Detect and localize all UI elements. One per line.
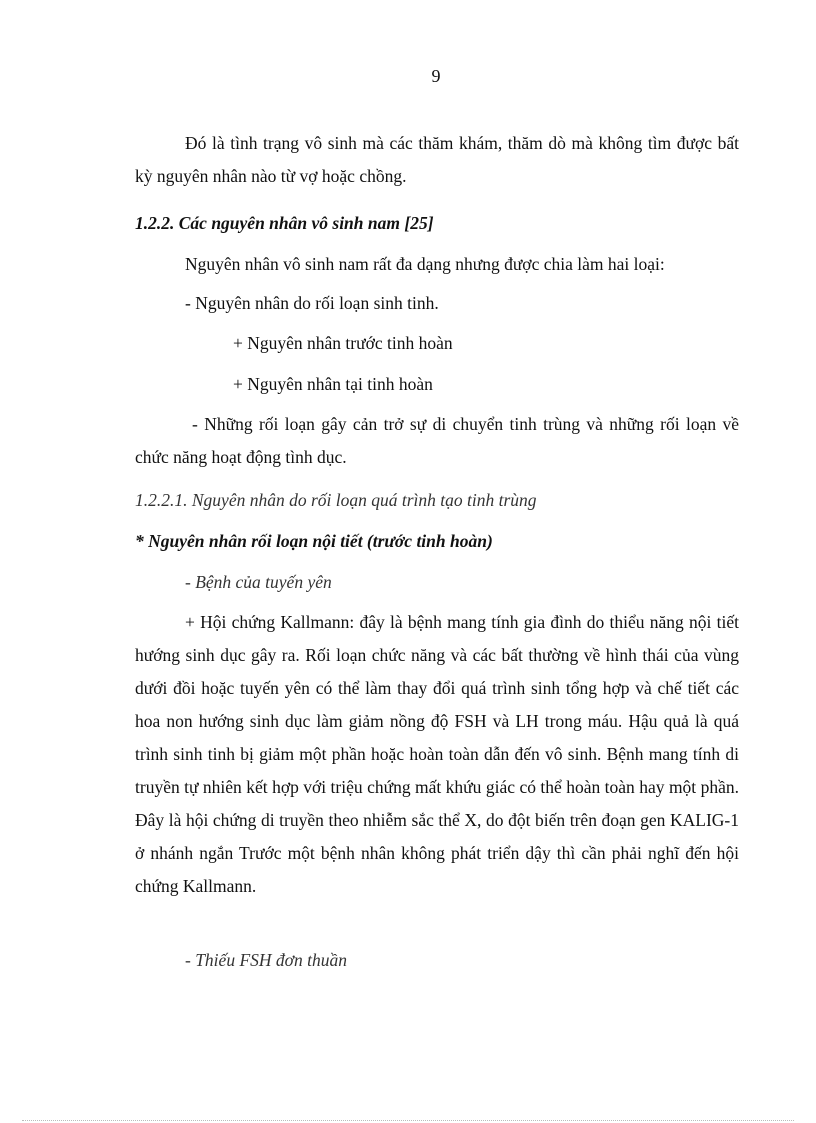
paragraph-unexplained-infertility: Đó là tình trạng vô sinh mà các thăm khám, thăm dò mà không tìm được bất kỳ nguyên nhân nào từ vợ hoặc chồng. <box>135 133 739 186</box>
sub-item-pretesticular: + Nguyên nhân trước tinh hoàn <box>233 333 453 353</box>
item-isolated-fsh-deficiency: - Thiếu FSH đơn thuần <box>185 950 347 970</box>
list-item-spermatogenesis-disorder: - Nguyên nhân do rối loạn sinh tinh. <box>185 293 439 313</box>
paragraph-kallmann-syndrome: + Hội chứng Kallmann: đây là bệnh mang tính gia đình do thiểu năng nội tiết hướng sinh dục gây ra. Rối loạn chức năng và các bất thường về hình thái của vùng dưới đồi hoặc tuyến yên có thể làm thay đổi quá trình sinh tổng hợp và chế tiết các hoa non hướng sinh dục làm giảm nồng độ FSH và LH trong máu. Hậu quả là quá trình sinh tinh bị giảm một phần hoặc hoàn toàn dẫn đến vô sinh. Bệnh mang tính di truyền tự nhiên kết hợp với triệu chứng mất khứu giác có thể hoàn toàn hay một phần. Đây là hội chứng di truyền theo nhiễm sắc thể X, do đột biến trên đoạn gen KALIG-1 ở nhánh ngắn Trước một bệnh nhân không phát triển dậy thì cần phải nghĩ đến hội chứng Kallmann. <box>135 612 739 896</box>
list-item-transport-disorders: - Những rối loạn gây cản trở sự di chuyển tinh trùng và những rối loạn về chức năng hoạt động tình dục. <box>135 414 739 467</box>
heading-endocrine-causes: * Nguyên nhân rối loạn nội tiết (trước tinh hoàn) <box>135 531 493 551</box>
item-pituitary-disease: - Bệnh của tuyến yên <box>185 572 332 592</box>
page-bottom-divider <box>22 1120 794 1121</box>
section-heading-1-2-2: 1.2.2. Các nguyên nhân vô sinh nam [25] <box>135 213 434 233</box>
sub-item-testicular: + Nguyên nhân tại tinh hoàn <box>233 374 433 394</box>
paragraph-two-types: Nguyên nhân vô sinh nam rất đa dạng nhưng được chia làm hai loại: <box>185 254 665 274</box>
section-heading-1-2-2-1: 1.2.2.1. Nguyên nhân do rối loạn quá trình tạo tinh trùng <box>135 490 537 510</box>
page-number: 9 <box>431 66 441 86</box>
